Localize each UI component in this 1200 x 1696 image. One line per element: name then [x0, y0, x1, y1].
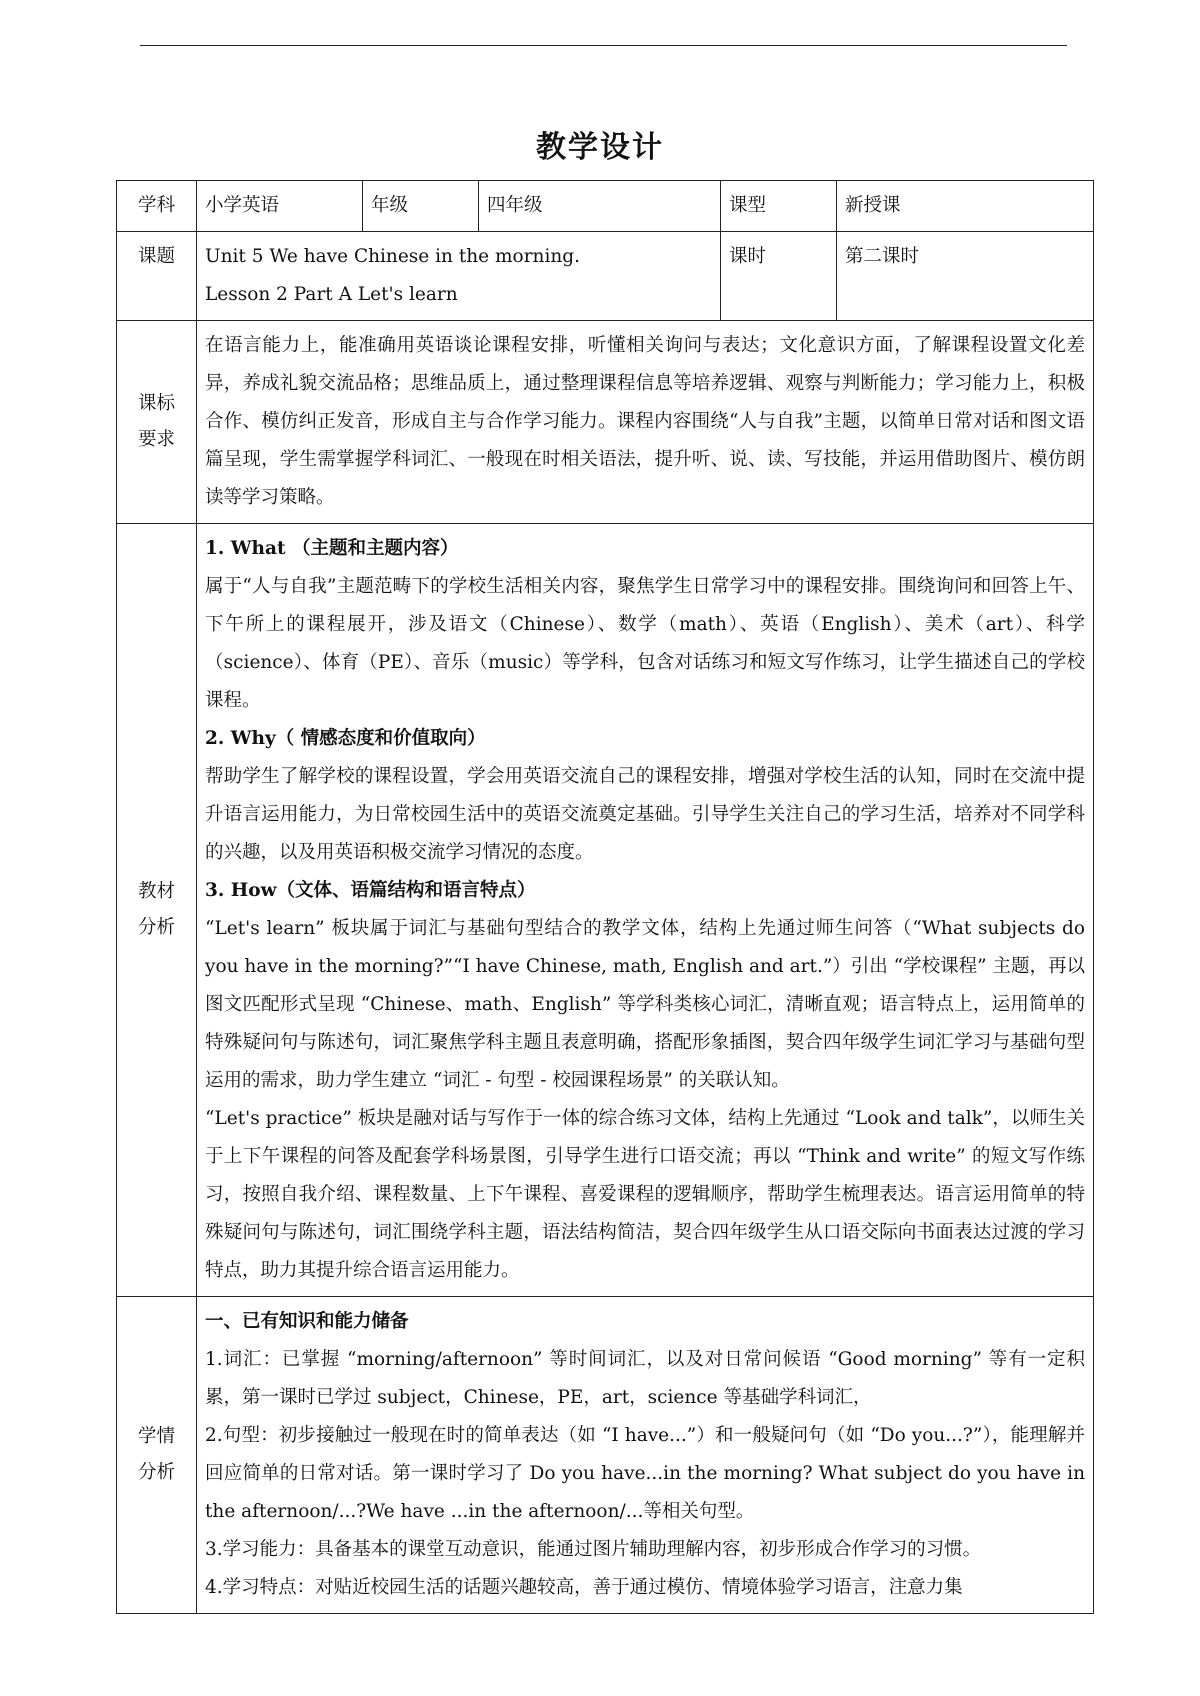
how-text-lets-learn: “Let's learn” 板块属于词汇与基础句型结合的教学文体，结构上先通过师生问答（“What subjects do you have in the morning?”“I have Chinese, math, English and art.”）引出 “学校课程” 主题，再以图文匹配形式呈现 “Chinese、math、English” 等学科类核心词汇，清晰直观；语言特点上，运用简单的特殊疑问句与陈述句，词汇聚焦学科主题且表意明确，搭配形象插图，契合四年级学生词汇学习与基础句型运用的需求，助力学生建立 “词汇 - 句型 - 校园课程场景” 的关联认知。	[205, 918, 1085, 1091]
learner-analysis-row	[117, 1297, 1094, 1614]
learner-analysis-label: 学情 分析	[117, 1297, 197, 1614]
topic-value	[197, 232, 721, 321]
prior-knowledge-sentences: 2.句型：初步接触过一般现在时的简单表达（如 “I have...”）和一般疑问句（如 “Do you...?”），能理解并回应简单的日常对话。第一课时学习了 Do you have...in the morning? What subject do you have in the afternoon/...?We have ...in the afternoon/...等相关句型。	[205, 1425, 1085, 1522]
standards-text: 在语言能力上，能准确用英语谈论课程安排，听懂相关询问与表达；文化意识方面，了解课程设置文化差异，养成礼貌交流品格；思维品质上，通过整理课程信息等培养逻辑、观察与判断能力；学习能力上，积极合作、模仿纠正发音，形成自主与合作学习能力。课程内容围绕“人与自我”主题，以简单日常对话和图文语篇呈现，学生需掌握学科词汇、一般现在时相关语法，提升听、说、读、写技能，并运用借助图片、模仿朗读等学习策略。	[197, 321, 1094, 524]
prior-knowledge-traits: 4.学习特点：对贴近校园生活的话题兴趣较高，善于通过模仿、情境体验学习语言，注意力集	[205, 1577, 963, 1598]
period-value: 第二课时	[837, 232, 1094, 321]
textbook-analysis-label: 教材 分析	[117, 524, 197, 1297]
grade-label: 年级	[363, 181, 479, 232]
prior-knowledge-ability: 3.学习能力：具备基本的课堂互动意识，能通过图片辅助理解内容，初步形成合作学习的习惯。	[205, 1539, 982, 1560]
lesson-plan-table	[116, 180, 1094, 1614]
why-heading: 2. Why（ 情感态度和价值取向）	[205, 728, 486, 749]
lesson-type-label: 课型	[721, 181, 837, 232]
subject-label: 学科	[117, 181, 197, 232]
what-heading: 1. What （主题和主题内容）	[205, 538, 459, 559]
lesson-type-value: 新授课	[837, 181, 1094, 232]
prior-knowledge-heading: 一、已有知识和能力储备	[205, 1311, 409, 1332]
prior-knowledge-vocabulary: 1.词汇：已掌握 “morning/afternoon” 等时间词汇，以及对日常问候语 “Good morning” 等有一定积累，第一课时已学过 subject，Chinese，PE，art，science 等基础学科词汇，	[205, 1349, 1085, 1408]
document-title: 教学设计	[536, 130, 664, 165]
subject-value: 小学英语	[197, 181, 363, 232]
standards-row	[117, 321, 1094, 524]
header-rule	[140, 45, 1067, 46]
textbook-analysis-content	[197, 524, 1094, 1297]
grade-value: 四年级	[479, 181, 721, 232]
info-row-topic	[117, 232, 1094, 321]
how-heading: 3. How（文体、语篇结构和语言特点）	[205, 880, 536, 901]
standards-label: 课标 要求	[117, 321, 197, 524]
learner-analysis-content	[197, 1297, 1094, 1614]
info-row-subject	[117, 181, 1094, 232]
textbook-analysis-row	[117, 524, 1094, 1297]
what-text: 属于“人与自我”主题范畴下的学校生活相关内容，聚焦学生日常学习中的课程安排。围绕询问和回答上午、下午所上的课程展开，涉及语文（Chinese）、数学（math）、英语（English）、美术（art）、科学（science）、体育（PE）、音乐（music）等学科，包含对话练习和短文写作练习，让学生描述自己的学校课程。	[205, 576, 1085, 711]
topic-line-unit: Unit 5 We have Chinese in the morning.	[205, 246, 581, 267]
topic-line-lesson: Lesson 2 Part A Let's learn	[205, 284, 458, 305]
topic-label: 课题	[117, 232, 197, 321]
period-label: 课时	[721, 232, 837, 321]
why-text: 帮助学生了解学校的课程设置，学会用英语交流自己的课程安排，增强对学校生活的认知，同时在交流中提升语言运用能力，为日常校园生活中的英语交流奠定基础。引导学生关注自己的学习生活，培养对不同学科的兴趣，以及用英语积极交流学习情况的态度。	[205, 766, 1085, 863]
how-text-lets-practice: “Let's practice” 板块是融对话与写作于一体的综合练习文体，结构上先通过 “Look and talk”，以师生关于上下午课程的问答及配套学科场景图，引导学生进行口语交流；再以 “Think and write” 的短文写作练习，按照自我介绍、课程数量、上下午课程、喜爱课程的逻辑顺序，帮助学生梳理表达。语言运用简单的特殊疑问句与陈述句，词汇围绕学科主题，语法结构简洁，契合四年级学生从口语交际向书面表达过渡的学习特点，助力其提升综合语言运用能力。	[205, 1108, 1085, 1281]
